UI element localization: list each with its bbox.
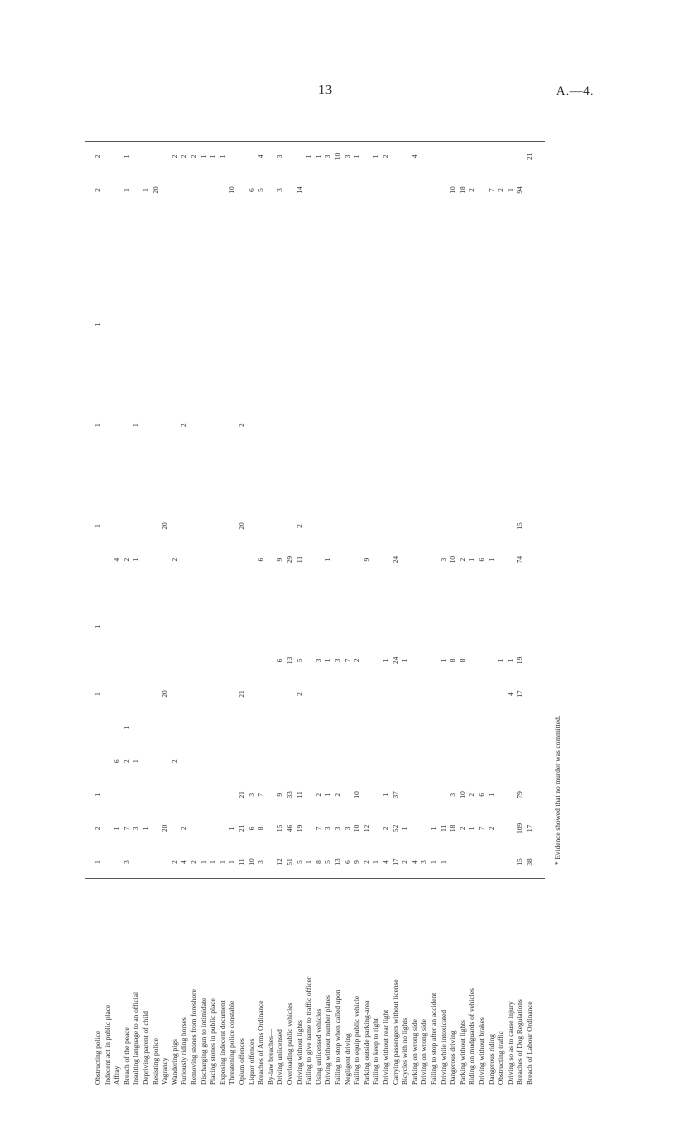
table-cell: 21 bbox=[237, 824, 246, 833]
table-cell: 1 bbox=[371, 154, 381, 159]
table-cell: 79 bbox=[515, 791, 525, 799]
row-label: Vagrancy bbox=[160, 1057, 170, 1085]
table-cell: 1 bbox=[93, 524, 102, 528]
row-label: Affray bbox=[112, 1065, 122, 1085]
row-label: Failing to equip public vehicle bbox=[352, 995, 362, 1085]
table-row bbox=[448, 115, 457, 1085]
table-cell: 10 bbox=[448, 186, 458, 194]
table-cell: 2 bbox=[121, 759, 131, 764]
table-cell: 3 bbox=[256, 860, 266, 864]
row-label: Opium offences bbox=[237, 1038, 246, 1085]
row-label: Exposing indecent document bbox=[217, 1000, 227, 1085]
table-cell: 1 bbox=[227, 826, 237, 831]
table-cell: 2 bbox=[93, 154, 102, 159]
table-row bbox=[112, 115, 121, 1085]
table-cell: 20 bbox=[160, 690, 170, 698]
table-cell: 2 bbox=[294, 524, 304, 528]
table-cell: 2 bbox=[457, 826, 467, 831]
row-label: Failing to give name to traffic officer bbox=[304, 976, 314, 1085]
table-cell: 1 bbox=[93, 624, 102, 629]
table-cell: 46 bbox=[285, 824, 294, 833]
table-cell: 1 bbox=[93, 692, 102, 696]
row-label: Breach of the peace bbox=[121, 1027, 131, 1085]
table-cell: 1 bbox=[131, 423, 141, 428]
table-cell: 1 bbox=[131, 759, 141, 764]
page-number: 13 bbox=[318, 83, 332, 98]
table-cell: 14 bbox=[294, 186, 304, 194]
table-cell: 6 bbox=[246, 826, 256, 831]
table-cell: 3 bbox=[121, 860, 131, 864]
table-cell: 20 bbox=[150, 186, 160, 194]
table-cell: 12 bbox=[361, 824, 371, 833]
table-cell: 17 bbox=[515, 690, 525, 698]
table-cell: 1 bbox=[429, 826, 438, 831]
table-row bbox=[323, 115, 332, 1085]
document-reference: A.—4. bbox=[556, 83, 594, 98]
table-cell: 13 bbox=[285, 656, 294, 665]
row-label: Driving while intoxicated bbox=[438, 1010, 448, 1085]
table-cell: 3 bbox=[275, 154, 285, 159]
table-cell: 24 bbox=[390, 555, 400, 564]
table-cell: 3 bbox=[323, 826, 333, 831]
table-cell: 4 bbox=[112, 557, 122, 562]
table-cell: 1 bbox=[121, 188, 131, 192]
table-cell: 4 bbox=[505, 692, 515, 696]
table-cell: 1 bbox=[400, 826, 410, 831]
table-cell: 2 bbox=[313, 792, 323, 797]
table-row bbox=[103, 115, 112, 1085]
table-cell: 10 bbox=[333, 152, 342, 161]
table-cell: 6 bbox=[275, 658, 285, 663]
table-cell: 8 bbox=[448, 658, 458, 663]
table-cell: 20 bbox=[237, 522, 246, 530]
table-cell: 2 bbox=[457, 557, 467, 562]
table-cell: 1 bbox=[438, 860, 448, 864]
table-row bbox=[314, 115, 323, 1085]
table-cell: 37 bbox=[390, 791, 400, 799]
table-row bbox=[295, 115, 304, 1085]
table-cell: 8 bbox=[457, 658, 467, 663]
table-cell: 1 bbox=[313, 154, 323, 159]
table-row bbox=[381, 115, 390, 1085]
table-cell: 2 bbox=[93, 188, 102, 192]
table-row bbox=[525, 115, 534, 1085]
table-cell: 2 bbox=[237, 423, 246, 428]
table-cell: 19 bbox=[294, 824, 304, 833]
table-cell: 5 bbox=[323, 860, 333, 864]
table-cell: 6 bbox=[477, 792, 486, 797]
table-cell: 10 bbox=[352, 791, 362, 799]
table-row bbox=[247, 115, 256, 1085]
row-label: Indecent act in public place bbox=[102, 1004, 112, 1085]
table-cell: 38 bbox=[525, 858, 534, 866]
table-row bbox=[179, 115, 188, 1085]
table-row bbox=[477, 115, 486, 1085]
row-label: Resisting police bbox=[150, 1038, 160, 1085]
table-row bbox=[439, 115, 448, 1085]
table-cell: 2 bbox=[121, 557, 131, 562]
table-cell: 33 bbox=[285, 791, 294, 799]
table-cell: 3 bbox=[419, 860, 429, 864]
table-row bbox=[400, 115, 409, 1085]
table-cell: 2 bbox=[467, 792, 477, 797]
table-cell: 2 bbox=[179, 826, 189, 831]
table-cell: 11 bbox=[237, 858, 246, 866]
table-row bbox=[208, 115, 217, 1085]
table-row bbox=[170, 115, 179, 1085]
row-label: Carrying passengers without license bbox=[390, 979, 400, 1085]
row-label: Parking without lights bbox=[457, 1020, 467, 1085]
table-cell: 1 bbox=[217, 860, 227, 864]
table-row bbox=[343, 115, 352, 1085]
table-cell: 9 bbox=[352, 860, 362, 864]
table-cell: 29 bbox=[285, 555, 294, 564]
row-label: Driving without rear light bbox=[381, 1009, 390, 1085]
row-label: Failing to stop when called upon bbox=[333, 989, 342, 1085]
table-cell: 1 bbox=[198, 860, 208, 864]
row-label: Negligent driving bbox=[342, 1033, 352, 1085]
table-cell: 13 bbox=[333, 858, 342, 866]
row-label: Discharging gun to intimidate bbox=[198, 997, 208, 1085]
row-label: Insulting language to an official bbox=[131, 991, 141, 1085]
row-label: Riding on mudguards of vehicles bbox=[467, 988, 477, 1085]
table-cell: 2 bbox=[467, 188, 477, 192]
table-cell: 2 bbox=[179, 423, 189, 428]
table-cell: 3 bbox=[323, 154, 333, 159]
table-cell: 4 bbox=[409, 154, 419, 159]
table-cell: 10 bbox=[246, 858, 256, 866]
table-row bbox=[391, 115, 400, 1085]
row-label: Driving without lights bbox=[294, 1020, 304, 1085]
table-cell: 3 bbox=[438, 557, 448, 562]
table-row bbox=[352, 115, 361, 1085]
table-cell: 5 bbox=[256, 188, 266, 192]
table-cell: 1 bbox=[505, 658, 515, 663]
table-cell: 1 bbox=[208, 860, 218, 864]
table-row bbox=[333, 115, 342, 1085]
row-label: By-law breaches— bbox=[265, 1028, 275, 1085]
table-cell: 18 bbox=[457, 186, 467, 194]
table-row bbox=[266, 115, 275, 1085]
table-cell: 7 bbox=[342, 658, 352, 663]
row-label: Driving unlicensed bbox=[275, 1029, 285, 1085]
table-cell: 10 bbox=[227, 186, 237, 194]
table-cell: 2 bbox=[361, 860, 371, 864]
row-label: Wandering pigs bbox=[169, 1039, 179, 1085]
table-cell: 1 bbox=[217, 154, 227, 159]
table-cell: 4 bbox=[256, 154, 266, 159]
table-cell: 2 bbox=[169, 154, 179, 159]
table-row bbox=[371, 115, 380, 1085]
table-row bbox=[515, 115, 524, 1085]
table-cell: 2 bbox=[169, 860, 179, 864]
row-label: Breach of Labour Ordinance bbox=[525, 1001, 534, 1085]
table-cell: 3 bbox=[333, 658, 342, 663]
table-cell: 1 bbox=[198, 154, 208, 159]
table-row bbox=[275, 115, 284, 1085]
row-label: Obstructing traffic bbox=[496, 1031, 506, 1085]
table-cell: 6 bbox=[246, 188, 256, 192]
table-cell: 10 bbox=[457, 791, 467, 799]
table-row bbox=[131, 115, 140, 1085]
table-cell: 1 bbox=[141, 188, 150, 192]
table-cell: 3 bbox=[333, 826, 342, 831]
table-cell: 11 bbox=[438, 824, 448, 832]
table-row bbox=[237, 115, 246, 1085]
table-cell: 11 bbox=[294, 791, 304, 799]
table-cell: 1 bbox=[112, 826, 122, 831]
table-cell: 1 bbox=[438, 658, 448, 663]
table-cell: 18 bbox=[448, 824, 458, 833]
row-label: Parking on wrong side bbox=[409, 1019, 419, 1085]
table-cell: 1 bbox=[141, 826, 150, 831]
table-cell: 1 bbox=[93, 860, 102, 864]
table-cell: 2 bbox=[400, 860, 410, 864]
row-label: Threatening police constable bbox=[227, 1000, 237, 1085]
table-row bbox=[506, 115, 515, 1085]
row-label: Driving so as to cause injury bbox=[505, 1001, 515, 1085]
table-cell: 15 bbox=[275, 824, 285, 833]
table-cell: 2 bbox=[169, 557, 179, 562]
table-cell: 17 bbox=[525, 824, 534, 833]
table-cell: 2 bbox=[189, 154, 198, 159]
row-label: Using unlicensed vehicles bbox=[313, 1008, 323, 1085]
row-label: Dangerous riding bbox=[486, 1034, 496, 1085]
table-cell: 9 bbox=[361, 557, 371, 562]
table-cell: 3 bbox=[313, 658, 323, 663]
table-cell: 1 bbox=[304, 154, 314, 159]
table-cell: 3 bbox=[448, 792, 458, 797]
table-row bbox=[151, 115, 160, 1085]
table-cell: 1 bbox=[429, 860, 438, 864]
table-cell: 1 bbox=[352, 154, 362, 159]
table-cell: 6 bbox=[112, 759, 122, 764]
table-cell: 2 bbox=[169, 759, 179, 764]
table-cell: 1 bbox=[93, 792, 102, 797]
row-label: Driving on wrong side bbox=[419, 1019, 429, 1085]
table-cell: 8 bbox=[256, 826, 266, 831]
table-row bbox=[256, 115, 265, 1085]
table-cell: 1 bbox=[467, 826, 477, 831]
table-cell: 1 bbox=[467, 557, 477, 562]
table-cell: 2 bbox=[381, 826, 390, 831]
table-cell: 1 bbox=[371, 860, 381, 864]
table-cell: 1 bbox=[381, 792, 390, 797]
table-cell: 2 bbox=[496, 188, 506, 192]
row-label: Placing stones in public place bbox=[208, 998, 218, 1085]
table-cell: 1 bbox=[496, 658, 506, 663]
table-cell: 2 bbox=[333, 792, 342, 797]
table-cell: 1 bbox=[304, 860, 314, 864]
table-cell: 4 bbox=[179, 860, 189, 864]
table-cell: 6 bbox=[342, 860, 352, 864]
table-cell: 1 bbox=[208, 154, 218, 159]
table-row bbox=[160, 115, 169, 1085]
table-cell: 1 bbox=[381, 658, 390, 663]
table-cell: 1 bbox=[121, 154, 131, 159]
table-cell: 6 bbox=[477, 557, 486, 562]
table-row bbox=[362, 115, 371, 1085]
table-cell: 1 bbox=[131, 557, 141, 562]
row-label: Breaches of Arms Ordinance bbox=[256, 1000, 266, 1085]
table-cell: 6 bbox=[256, 557, 266, 562]
table-cell: 2 bbox=[93, 826, 102, 831]
row-label: Driving without number plates bbox=[323, 995, 333, 1085]
table-row bbox=[285, 115, 294, 1085]
row-label: Driving without brakes bbox=[477, 1017, 486, 1085]
row-label: Dangerous driving bbox=[448, 1030, 458, 1085]
table-cell: 51 bbox=[285, 858, 294, 866]
row-label: Liquor offences bbox=[246, 1038, 256, 1085]
table-cell: 1 bbox=[93, 322, 102, 327]
table-cell: 5 bbox=[294, 860, 304, 864]
table-cell: 1 bbox=[505, 188, 515, 192]
table-cell: 1 bbox=[323, 792, 333, 797]
table-cell: 9 bbox=[275, 557, 285, 562]
table-cell: 74 bbox=[515, 555, 525, 564]
table-cell: 7 bbox=[313, 826, 323, 831]
table-cell: 15 bbox=[515, 858, 525, 866]
table-cell: 21 bbox=[525, 152, 534, 161]
row-label: Bicycles with no lights bbox=[400, 1017, 410, 1085]
table-cell: 1 bbox=[93, 423, 102, 428]
table-cell: 10 bbox=[448, 555, 458, 564]
table-cell: 24 bbox=[390, 656, 400, 665]
table-cell: 4 bbox=[381, 860, 390, 864]
table-cell: 7 bbox=[477, 826, 486, 831]
table-cell: 1 bbox=[227, 860, 237, 864]
table-cell: 20 bbox=[160, 824, 170, 833]
table-row bbox=[199, 115, 208, 1085]
row-label: Furiously riding horses bbox=[179, 1017, 189, 1085]
table-cell: 4 bbox=[409, 860, 419, 864]
table-cell: 12 bbox=[275, 858, 285, 866]
table-cell: 3 bbox=[342, 154, 352, 159]
table-cell: 3 bbox=[131, 826, 141, 831]
row-label: Depriving parent of child bbox=[141, 1011, 150, 1085]
row-label: Obstructing police bbox=[93, 1030, 102, 1085]
table-row bbox=[93, 115, 102, 1085]
table-cell: 3 bbox=[342, 826, 352, 831]
table-cell: 1 bbox=[121, 725, 131, 730]
table-row bbox=[122, 115, 131, 1085]
table-cell: 3 bbox=[275, 188, 285, 192]
table-cell: 2 bbox=[486, 826, 496, 831]
table-row bbox=[227, 115, 236, 1085]
table-cell: 2 bbox=[294, 692, 304, 696]
table-row bbox=[487, 115, 496, 1085]
table-cell: 10 bbox=[352, 824, 362, 833]
table-cell: 1 bbox=[486, 557, 496, 562]
row-label: Removing stones from foreshore bbox=[189, 989, 198, 1085]
table-cell: 15 bbox=[515, 522, 525, 530]
table-row bbox=[189, 115, 198, 1085]
table-row bbox=[218, 115, 227, 1085]
table-row bbox=[496, 115, 505, 1085]
table-cell: 3 bbox=[246, 792, 256, 797]
table-row bbox=[467, 115, 476, 1085]
table-cell: 7 bbox=[486, 188, 496, 192]
table-cell: 7 bbox=[256, 792, 266, 797]
table-cell: 1 bbox=[400, 658, 410, 663]
table-cell: 1 bbox=[323, 557, 333, 562]
table-cell: 5 bbox=[294, 658, 304, 663]
table-cell: 2 bbox=[381, 154, 390, 159]
table-cell: 52 bbox=[390, 824, 400, 833]
table-cell: 21 bbox=[237, 690, 246, 698]
table-cell: 17 bbox=[390, 858, 400, 866]
table-row bbox=[429, 115, 438, 1085]
row-label: Overloading public vehicles bbox=[285, 1002, 294, 1085]
table-cell: 7 bbox=[121, 826, 131, 831]
table-row bbox=[141, 115, 150, 1085]
row-label: Breaches of Dog Regulations bbox=[515, 999, 525, 1085]
table-cell: 11 bbox=[294, 556, 304, 564]
table-cell: 2 bbox=[352, 658, 362, 663]
table-cell: 94 bbox=[515, 186, 525, 194]
table-row bbox=[304, 115, 313, 1085]
table-footnote: * Evidence showed that no murder was committed. bbox=[553, 715, 562, 865]
table-cell: 109 bbox=[515, 822, 525, 834]
table-cell: 21 bbox=[237, 791, 246, 799]
row-label: Failing to stop after an accident bbox=[429, 992, 438, 1085]
table-row bbox=[419, 115, 428, 1085]
table-cell: 2 bbox=[189, 860, 198, 864]
table-cell: 2 bbox=[179, 154, 189, 159]
table-cell: 1 bbox=[323, 658, 333, 663]
table-cell: 8 bbox=[313, 860, 323, 864]
table-cell: 20 bbox=[160, 522, 170, 530]
table-row bbox=[458, 115, 467, 1085]
rotated-statistics-table bbox=[85, 115, 560, 1085]
row-label: Parking outside parking-area bbox=[361, 1000, 371, 1085]
table-row bbox=[410, 115, 419, 1085]
table-cell: 9 bbox=[275, 792, 285, 797]
table-cell: 19 bbox=[515, 656, 525, 665]
row-label: Failing to keep to right bbox=[371, 1018, 381, 1085]
table-cell: 1 bbox=[486, 792, 496, 797]
